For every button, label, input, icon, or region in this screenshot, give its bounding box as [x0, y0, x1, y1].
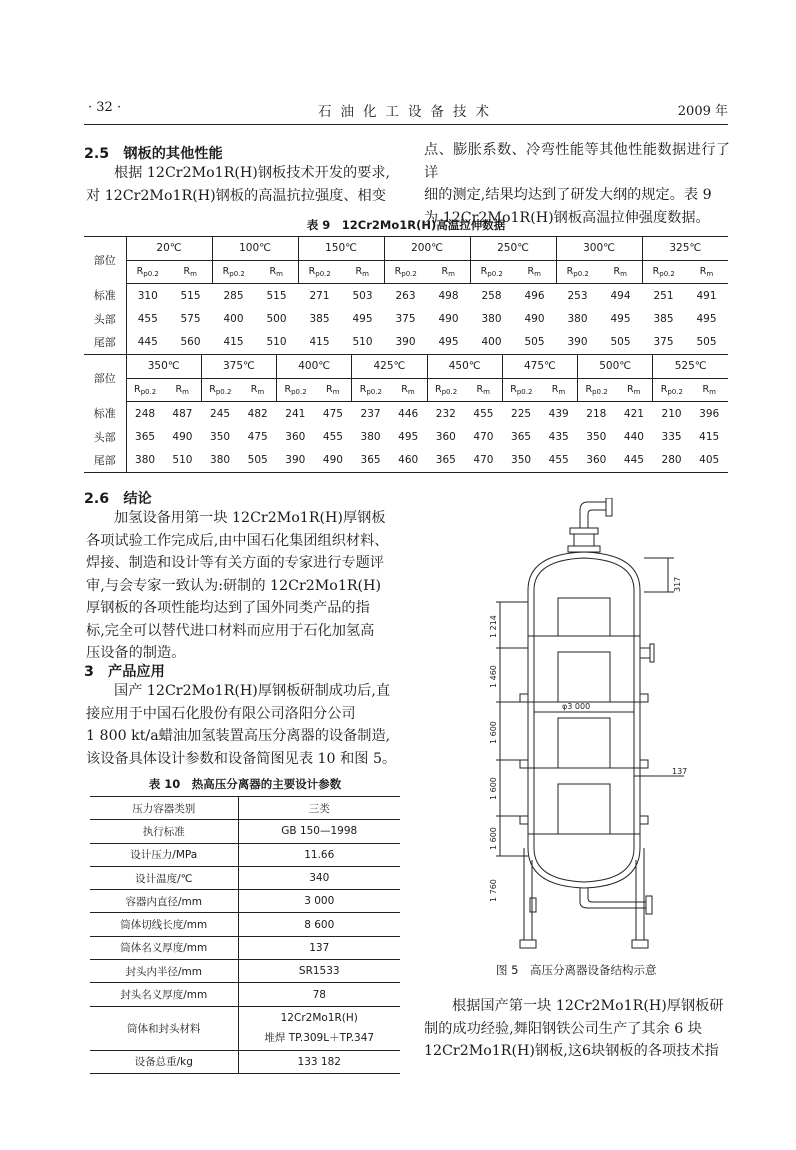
param-name: 设备总重/kg — [90, 1050, 238, 1073]
material-line: 12Cr2Mo1R(H) — [280, 1012, 358, 1025]
rp-symbol: R — [434, 383, 442, 395]
value-cell: 241 — [285, 407, 306, 420]
text-line: 12Cr2Mo1R(H)钢板,这6块钢板的各项技术指 — [424, 1043, 719, 1059]
value-cell: 232 — [435, 407, 456, 420]
rm-symbol: R — [527, 265, 535, 277]
table-row — [84, 449, 728, 473]
rm-header — [389, 378, 427, 402]
temperature-header: 300℃ — [556, 237, 642, 261]
header-row — [84, 237, 728, 261]
text-line: 制的成功经验,舞阳钢铁公司生产了其余 6 块 — [424, 1020, 702, 1037]
top-dim-label: 317 — [673, 576, 682, 592]
material-line: 堆焊 TP.309L＋TP.347 — [264, 1032, 375, 1045]
rp-subscript: p0.2 — [143, 269, 159, 278]
section-3-heading: 3 产品应用 — [84, 664, 165, 680]
rm-subscript: m — [276, 269, 283, 278]
rp-subscript: p0.2 — [487, 269, 503, 278]
row-label: 头部 — [84, 425, 126, 449]
table-row — [84, 425, 728, 449]
value-cell: 475 — [322, 407, 343, 420]
value-cell: 455 — [473, 407, 494, 420]
rp02-header — [201, 378, 239, 402]
rp-subscript: p0.2 — [229, 269, 245, 278]
value-cell: 360 — [578, 449, 616, 473]
table-row — [90, 890, 400, 913]
rm-subscript: m — [190, 269, 197, 278]
table-row — [84, 284, 728, 308]
value-cell: 495 — [352, 312, 373, 325]
rp-symbol: R — [209, 383, 216, 395]
rm-header — [314, 378, 352, 402]
value-cell: 237 — [360, 407, 381, 420]
value-cell: 263 — [395, 289, 416, 302]
value-cell: 495 — [398, 430, 419, 443]
temperature-header: 450℃ — [427, 355, 502, 379]
value-cell: 375 — [642, 331, 685, 355]
text-line: 标,完全可以替代进口材料而应用于石化加氢高 — [86, 622, 375, 639]
table-row — [90, 960, 400, 983]
value-cell: 335 — [661, 430, 682, 443]
rm-header — [465, 378, 503, 402]
temperature-header: 150℃ — [298, 237, 384, 261]
rm-subscript: m — [483, 387, 490, 396]
value-cell: 415 — [699, 430, 720, 443]
rm-subscript: m — [633, 387, 641, 396]
value-cell: 494 — [610, 289, 631, 302]
rm-symbol: R — [613, 265, 621, 277]
temperature-header: 525℃ — [653, 355, 728, 379]
value-cell: 515 — [266, 289, 287, 302]
rp-subscript: p0.2 — [573, 269, 589, 278]
rm-symbol: R — [699, 265, 707, 277]
text-line: 该设备具体设计参数和设备简图见表 10 和图 5。 — [86, 750, 397, 767]
rm-symbol: R — [702, 383, 710, 395]
table-row — [90, 1006, 400, 1050]
value-cell: 258 — [481, 289, 502, 302]
figure-5-separator-drawing — [484, 498, 724, 958]
param-value: 137 — [238, 936, 400, 959]
value-cell: 495 — [610, 312, 631, 325]
value-cell: 491 — [696, 289, 717, 302]
value-cell: 500 — [266, 312, 287, 325]
param-value: 133 182 — [238, 1050, 400, 1073]
section-2-6-heading: 2.6 结论 — [84, 491, 152, 507]
temperature-header: 325℃ — [642, 237, 728, 261]
value-cell: 505 — [239, 449, 277, 473]
rp-symbol: R — [284, 383, 292, 395]
section-2-6-text — [86, 507, 404, 665]
param-value: 3 000 — [238, 890, 400, 913]
rp-subscript: p0.2 — [667, 387, 683, 396]
value-cell: 515 — [180, 289, 201, 302]
value-cell: 248 — [135, 407, 156, 420]
value-cell: 365 — [427, 449, 465, 473]
value-cell: 280 — [653, 449, 691, 473]
value-cell: 400 — [223, 312, 244, 325]
rm-header — [690, 378, 728, 402]
value-cell: 495 — [427, 331, 470, 355]
rp-symbol: R — [136, 265, 144, 277]
journal-title: 石油化工设备技术 — [318, 104, 498, 120]
value-cell: 505 — [513, 331, 556, 355]
rm-subscript: m — [534, 269, 541, 278]
rm-header — [427, 260, 470, 284]
value-cell: 495 — [696, 312, 717, 325]
rp02-header — [298, 260, 341, 284]
param-name: 筒体和封头材料 — [90, 1006, 238, 1050]
rp-subscript: p0.2 — [659, 269, 675, 278]
value-cell: 225 — [511, 407, 532, 420]
value-cell: 380 — [360, 430, 381, 443]
table-9-block-1 — [84, 236, 728, 355]
param-name: 筒体名义厚度/mm — [90, 936, 238, 959]
table-row — [84, 307, 728, 331]
value-cell: 503 — [352, 289, 373, 302]
value-cell: 460 — [389, 449, 427, 473]
rp-symbol: R — [566, 265, 574, 277]
closing-text — [424, 995, 730, 1063]
rm-subscript: m — [558, 387, 566, 396]
value-cell: 455 — [540, 449, 578, 473]
row-header-cell: 部位 — [84, 237, 126, 284]
rm-subscript: m — [257, 387, 265, 396]
wall-dim-label: 137 — [672, 767, 688, 776]
value-cell: 390 — [277, 449, 315, 473]
rp02-header — [384, 260, 427, 284]
rp-subscript: p0.2 — [315, 269, 331, 278]
rp-subscript: p0.2 — [366, 387, 382, 396]
value-cell: 385 — [309, 312, 330, 325]
value-cell: 251 — [653, 289, 674, 302]
temperature-header: 500℃ — [578, 355, 653, 379]
table-row — [90, 983, 400, 1006]
value-cell: 455 — [322, 430, 343, 443]
text-line: 焊接、制造和设计等有关方面的专家进行专题评 — [86, 555, 384, 571]
rp02-header — [470, 260, 513, 284]
rp02-header — [556, 260, 599, 284]
rm-subscript: m — [706, 269, 714, 278]
value-cell: 575 — [180, 312, 201, 325]
rm-subscript: m — [182, 387, 189, 396]
rm-header — [239, 378, 277, 402]
text-line: 根据国产第一块 12Cr2Mo1R(H)厚钢板研 — [452, 998, 724, 1014]
rp02-header — [502, 378, 540, 402]
row-label: 尾部 — [84, 331, 126, 355]
rm-subscript: m — [362, 269, 369, 278]
table-9-block-2 — [84, 354, 728, 473]
dim-label: 1 600 — [489, 777, 498, 800]
value-cell: 487 — [172, 407, 193, 420]
value-cell: 510 — [255, 331, 298, 355]
text-line: 厚钢板的各项性能均达到了国外同类产品的指 — [86, 600, 370, 616]
value-cell: 455 — [137, 312, 158, 325]
rm-header — [615, 378, 653, 402]
value-cell: 400 — [470, 331, 513, 355]
temperature-header: 200℃ — [384, 237, 470, 261]
rp-subscript: p0.2 — [516, 387, 533, 396]
value-cell: 390 — [556, 331, 599, 355]
value-cell: 482 — [247, 407, 268, 420]
rm-symbol: R — [551, 383, 559, 395]
value-cell: 365 — [511, 430, 532, 443]
value-cell: 310 — [137, 289, 158, 302]
rm-symbol: R — [626, 383, 634, 395]
value-cell: 360 — [285, 430, 306, 443]
text-line: 点、膨胀系数、冷弯性能等其他性能数据进行了详 — [424, 142, 730, 181]
value-cell: 385 — [653, 312, 674, 325]
header-rule — [84, 124, 728, 125]
param-value: GB 150—1998 — [238, 820, 400, 843]
value-cell: 350 — [586, 430, 607, 443]
table-row — [90, 913, 400, 936]
row-label: 尾部 — [84, 449, 126, 473]
rp-subscript: p0.2 — [441, 387, 458, 396]
value-cell: 360 — [435, 430, 456, 443]
param-name: 设计压力/MPa — [90, 843, 238, 866]
rm-symbol: R — [476, 383, 484, 395]
value-cell: 490 — [438, 312, 459, 325]
rm-symbol: R — [441, 265, 449, 277]
page-number: · 32 · — [88, 100, 122, 115]
value-cell: 510 — [164, 449, 202, 473]
rp02-header — [212, 260, 255, 284]
value-cell: 375 — [395, 312, 416, 325]
param-value — [238, 1006, 400, 1050]
rm-header — [513, 260, 556, 284]
text-line: 各项试验工作完成后,由中国石化集团组织材料、 — [86, 532, 389, 549]
text-line: 审,与会专家一致认为:研制的 12Cr2Mo1R(H) — [86, 577, 381, 594]
value-cell: 380 — [481, 312, 502, 325]
value-cell: 350 — [502, 449, 540, 473]
text-line: 根据 12Cr2Mo1R(H)钢板技术开发的要求, — [114, 165, 391, 181]
value-cell: 440 — [623, 430, 644, 443]
value-cell: 445 — [126, 331, 169, 355]
value-cell: 475 — [247, 430, 268, 443]
value-cell: 405 — [690, 449, 728, 473]
value-cell: 498 — [438, 289, 459, 302]
text-line: 1 800 kt/a蜡油加氢装置高压分离器的设备制造, — [86, 728, 391, 744]
temperature-header: 400℃ — [277, 355, 352, 379]
rp02-header — [578, 378, 616, 402]
value-cell: 350 — [210, 430, 231, 443]
rm-symbol: R — [183, 265, 191, 277]
rp-symbol: R — [480, 265, 488, 277]
table-row — [84, 402, 728, 426]
param-name: 筒体切线长度/mm — [90, 913, 238, 936]
dim-label: 1 760 — [489, 879, 498, 902]
temperature-header: 250℃ — [470, 237, 556, 261]
table-row — [84, 331, 728, 355]
top-elbow — [580, 502, 606, 528]
value-cell: 285 — [223, 289, 244, 302]
rm-symbol: R — [269, 265, 277, 277]
param-name: 压力容器类别 — [90, 797, 238, 820]
figure-5-caption: 图 5 高压分离器设备结构示意 — [496, 963, 657, 977]
subheader-row — [84, 260, 728, 284]
value-cell: 435 — [548, 430, 569, 443]
dim-label: 1 600 — [489, 827, 498, 850]
header-row — [84, 355, 728, 379]
value-cell: 390 — [384, 331, 427, 355]
value-cell: 470 — [473, 430, 494, 443]
value-cell: 365 — [352, 449, 390, 473]
text-line: 对 12Cr2Mo1R(H)钢板的高温抗拉强度、相变 — [86, 187, 386, 204]
value-cell: 510 — [341, 331, 384, 355]
value-cell: 396 — [699, 407, 720, 420]
running-header — [88, 100, 728, 122]
param-name: 设计温度/℃ — [90, 866, 238, 889]
table-row — [90, 797, 400, 820]
value-cell: 470 — [465, 449, 503, 473]
value-cell: 415 — [212, 331, 255, 355]
value-cell: 380 — [567, 312, 588, 325]
section-3-text — [86, 680, 404, 770]
table-row — [90, 866, 400, 889]
value-cell: 210 — [661, 407, 682, 420]
text-line: 为 12Cr2Mo1R(H)钢板高温拉伸强度数据。 — [424, 209, 710, 226]
rp02-header — [126, 260, 169, 284]
temperature-header: 20℃ — [126, 237, 212, 261]
temperature-header: 475℃ — [502, 355, 577, 379]
diameter-label: φ3 000 — [562, 702, 591, 711]
param-name: 容器内直径/mm — [90, 890, 238, 913]
value-cell: 218 — [586, 407, 607, 420]
subheader-row — [84, 378, 728, 402]
text-line: 国产 12Cr2Mo1R(H)厚钢板研制成功后,直 — [114, 683, 391, 699]
rp-symbol: R — [660, 383, 668, 395]
rp-symbol: R — [308, 265, 316, 277]
section-2-5-heading: 2.5 钢板的其他性能 — [84, 146, 223, 162]
param-value: SR1533 — [238, 960, 400, 983]
value-cell: 446 — [398, 407, 419, 420]
rm-symbol: R — [325, 383, 333, 395]
rp-symbol: R — [510, 383, 517, 395]
value-cell: 496 — [524, 289, 545, 302]
rp-symbol: R — [359, 383, 367, 395]
table-10 — [90, 796, 400, 1074]
rm-subscript: m — [407, 387, 415, 396]
temperature-header: 375℃ — [201, 355, 276, 379]
table-10-caption: 表 10 热高压分离器的主要设计参数 — [148, 777, 342, 791]
text-line: 加氢设备用第一块 12Cr2Mo1R(H)厚钢板 — [114, 510, 386, 526]
temperature-header: 100℃ — [212, 237, 298, 261]
rm-header — [599, 260, 642, 284]
rm-subscript: m — [620, 269, 627, 278]
param-value: 三类 — [238, 797, 400, 820]
section-2-5-right-text — [424, 139, 730, 229]
temperature-header: 425℃ — [352, 355, 427, 379]
value-cell: 271 — [309, 289, 330, 302]
temperature-header: 350℃ — [126, 355, 201, 379]
dim-label: 1 600 — [489, 721, 498, 744]
rp02-header — [642, 260, 685, 284]
rm-subscript: m — [709, 387, 716, 396]
value-cell: 490 — [314, 449, 352, 473]
value-cell: 505 — [599, 331, 642, 355]
issue-year: 2009 年 — [677, 104, 728, 119]
rp-symbol: R — [133, 383, 141, 395]
rm-subscript: m — [448, 269, 455, 278]
rm-header — [540, 378, 578, 402]
table-row — [90, 820, 400, 843]
row-label: 头部 — [84, 307, 126, 331]
rp-symbol: R — [585, 383, 593, 395]
row-label: 标准 — [84, 402, 126, 426]
value-cell: 490 — [524, 312, 545, 325]
rp-subscript: p0.2 — [401, 269, 417, 278]
value-cell: 253 — [567, 289, 588, 302]
value-cell: 365 — [135, 430, 156, 443]
text-line: 接应用于中国石化股份有限公司洛阳分公司 — [86, 705, 356, 722]
row-header-cell: 部位 — [84, 355, 126, 402]
rp02-header — [653, 378, 691, 402]
param-value: 8 600 — [238, 913, 400, 936]
rm-header — [164, 378, 202, 402]
value-cell: 445 — [615, 449, 653, 473]
rm-symbol: R — [401, 383, 408, 395]
rm-symbol: R — [355, 265, 363, 277]
table-row — [90, 843, 400, 866]
rp02-header — [352, 378, 390, 402]
text-line: 细的测定,结果均达到了研发大纲的规定。表 9 — [424, 187, 712, 203]
table-9-caption: 表 9 12Cr2Mo1R(H)高温拉伸数据 — [306, 218, 506, 232]
param-value: 78 — [238, 983, 400, 1006]
rp-symbol: R — [652, 265, 660, 277]
rp-symbol: R — [394, 265, 402, 277]
value-cell: 490 — [172, 430, 193, 443]
value-cell: 421 — [623, 407, 644, 420]
value-cell: 415 — [298, 331, 341, 355]
rp-subscript: p0.2 — [291, 387, 307, 396]
rp-subscript: p0.2 — [140, 387, 157, 396]
rp02-header — [277, 378, 315, 402]
dim-label: 1 460 — [489, 665, 498, 688]
param-name: 封头名义厚度/mm — [90, 983, 238, 1006]
value-cell: 560 — [169, 331, 212, 355]
dim-label: 1 214 — [489, 615, 498, 638]
table-row — [90, 1050, 400, 1073]
rm-header — [169, 260, 212, 284]
param-value: 340 — [238, 866, 400, 889]
param-value: 11.66 — [238, 843, 400, 866]
param-name: 封头内半径/mm — [90, 960, 238, 983]
rp-subscript: p0.2 — [592, 387, 608, 396]
rp02-header — [427, 378, 465, 402]
rp-symbol: R — [222, 265, 230, 277]
row-label: 标准 — [84, 284, 126, 308]
rp-subscript: p0.2 — [215, 387, 232, 396]
value-cell: 380 — [126, 449, 164, 473]
rm-subscript: m — [332, 387, 340, 396]
value-cell: 505 — [685, 331, 728, 355]
rm-header — [341, 260, 384, 284]
value-cell: 380 — [201, 449, 239, 473]
rm-header — [255, 260, 298, 284]
value-cell: 245 — [210, 407, 231, 420]
table-row — [90, 936, 400, 959]
rp02-header — [126, 378, 164, 402]
section-2-5-left-text — [86, 162, 402, 207]
param-name: 执行标准 — [90, 820, 238, 843]
rm-header — [685, 260, 728, 284]
rm-symbol: R — [250, 383, 258, 395]
value-cell: 439 — [548, 407, 569, 420]
rm-symbol: R — [175, 383, 183, 395]
text-line: 压设备的制造。 — [86, 645, 186, 661]
